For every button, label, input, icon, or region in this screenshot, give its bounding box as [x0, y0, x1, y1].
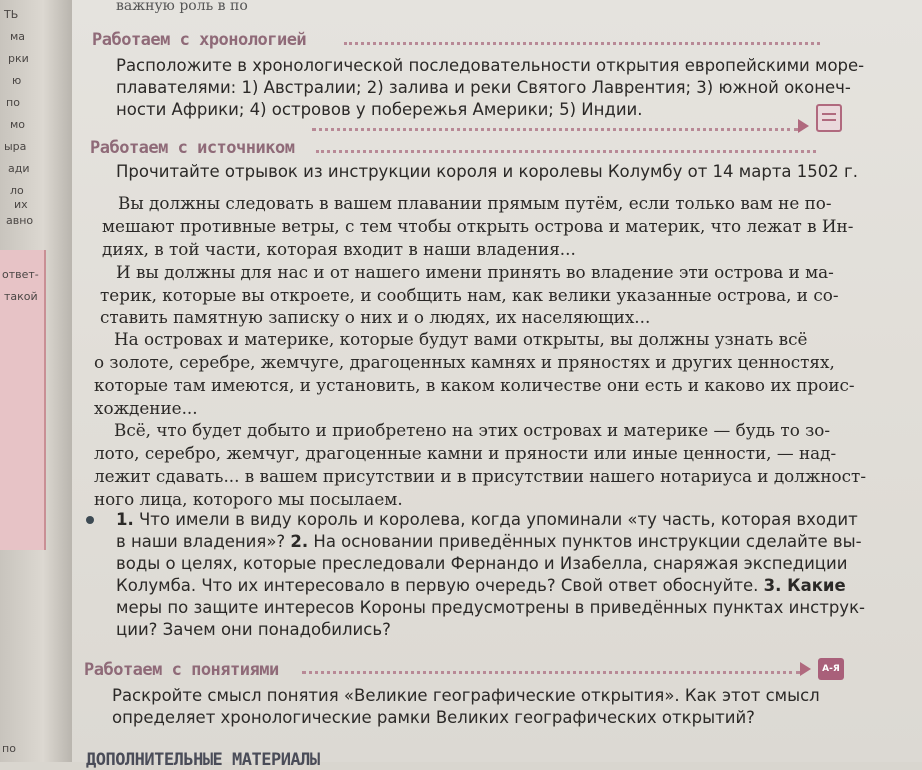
- chronology-heading: Работаем с хронологией: [92, 30, 307, 50]
- left-page-fragment: ади: [8, 162, 30, 175]
- left-page-fragment: такой: [4, 290, 38, 303]
- source-quote-line: о золоте, серебре, жемчуге, драгоценных камнях и пряностях и других ценностях,: [94, 352, 835, 372]
- question-text: меры по защите интересов Короны предусмотрены в приведённых пунктах инструк-: [116, 598, 865, 617]
- left-page-fragment: ма: [10, 30, 26, 43]
- left-page-fragment: рки: [8, 52, 29, 65]
- left-page-fragment: ло: [10, 184, 24, 197]
- source-intro: Прочитайте отрывок из инструкции короля и королевы Колумбу от 14 марта 1502 г.: [116, 162, 858, 181]
- source-quote-line: которые там имеются, и установить, в каком количестве они есть и каково их проис-: [94, 375, 855, 395]
- question-line: [116, 510, 858, 530]
- chronology-line: Расположите в хронологической последовательности открытия европейскими море-: [116, 56, 865, 75]
- source-quote-line: Всё, что будет добыто и приобретено на этих островах и материке — будь то зо-: [114, 420, 831, 440]
- additional-materials-heading: ДОПОЛНИТЕЛЬНЫЕ МАТЕРИАЛЫ: [86, 750, 320, 770]
- question-line: [116, 576, 846, 596]
- source-quote-line: мешают противные ветры, с тем чтобы открыть острова и материк, что лежат в Ин-: [102, 216, 854, 236]
- source-quote-line: терик, которые вы откроете, и сообщить нам, как велики указанные острова, и со-: [100, 285, 839, 305]
- textbook-page: [72, 0, 922, 770]
- left-page-fragment: ответ-: [2, 268, 39, 281]
- question-line: [116, 620, 391, 640]
- left-page-fragment: по: [6, 96, 20, 109]
- arrow-icon: [798, 119, 809, 133]
- source-quote-line: ного лица, которого мы посылаем.: [94, 489, 403, 509]
- chronology-dotted-rule: [344, 42, 820, 45]
- source-quote-line: Вы должны следовать в вашем плавании прямым путём, если только вам не по-: [118, 193, 832, 213]
- left-page-fragment: ыра: [4, 140, 27, 153]
- source-quote-line: ставить памятную записку о них и о людях, их населяющих...: [100, 307, 651, 327]
- source-quote-line: И вы должны для нас и от нашего имени принять во владение эти острова и ма-: [116, 262, 834, 282]
- concepts-dotted-rule: [302, 671, 800, 674]
- question-number: 3.: [763, 576, 782, 595]
- question-text: Что имели в виду король и королева, когда упоминали «ту часть, которая входит: [133, 510, 858, 529]
- source-quote-line: диях, в той части, которая входит в наши владения...: [102, 239, 576, 259]
- top-cut-text: важную роль в по: [116, 0, 248, 14]
- document-icon: [816, 104, 842, 132]
- left-page-fragment: мо: [10, 118, 26, 131]
- source-quote-line: лото, серебро, жемчуг, драгоценные камни и пряности или иные ценности, — над-: [94, 443, 837, 463]
- dictionary-icon: А-Я: [818, 658, 844, 680]
- left-page-fragment: их: [14, 198, 28, 211]
- question-line: [116, 532, 862, 552]
- chronology-line: плавателями: 1) Австралии; 2) залива и реки Святого Лаврентия; 3) южной оконеч-: [116, 78, 851, 97]
- question-text: ции? Зачем они понадобились?: [116, 620, 391, 639]
- question-text: Какие: [781, 576, 846, 595]
- question-number: 1.: [116, 510, 134, 529]
- question-line: [116, 554, 848, 574]
- source-quote-line: лежит сдавать... в вашем присутствии и в присутствии нашего нотариуса и должност-: [94, 466, 866, 486]
- left-page-fragment: ТЬ: [4, 8, 19, 21]
- question-bullet: [86, 516, 94, 524]
- left-page-edge: [0, 0, 72, 762]
- concepts-heading: Работаем с понятиями: [84, 660, 279, 680]
- question-line: [116, 598, 865, 618]
- source-quote-line: хождение...: [94, 398, 198, 418]
- concepts-line: Раскройте смысл понятия «Великие географические открытия». Как этот смысл: [112, 686, 820, 705]
- source-quote-line: На островах и материке, которые будут вами открыты, вы должны узнать всё: [114, 329, 808, 349]
- arrow-icon: [800, 662, 811, 676]
- question-text: На основании приведённых пунктов инструкции сделайте вы-: [308, 532, 862, 551]
- left-page-fragment: по: [2, 742, 16, 755]
- source-dotted-rule-upper: [312, 128, 798, 131]
- source-dotted-rule: [316, 150, 816, 153]
- question-text: воды о целях, которые преследовали Фернандо и Изабелла, снаряжая экспедиции: [116, 554, 848, 573]
- left-page-fragment: ю: [12, 74, 22, 87]
- source-heading: Работаем с источником: [90, 138, 295, 158]
- left-page-fragment: авно: [6, 214, 34, 227]
- question-number: 2.: [290, 532, 309, 551]
- question-text: в наши владения»?: [116, 532, 291, 551]
- chronology-line: ности Африки; 4) островов у побережья Америки; 5) Индии.: [116, 100, 643, 119]
- question-text: Колумба. Что их интересовало в первую очередь? Свой ответ обоснуйте.: [116, 576, 764, 595]
- concepts-line: определяет хронологические рамки Великих географических открытий?: [112, 708, 755, 727]
